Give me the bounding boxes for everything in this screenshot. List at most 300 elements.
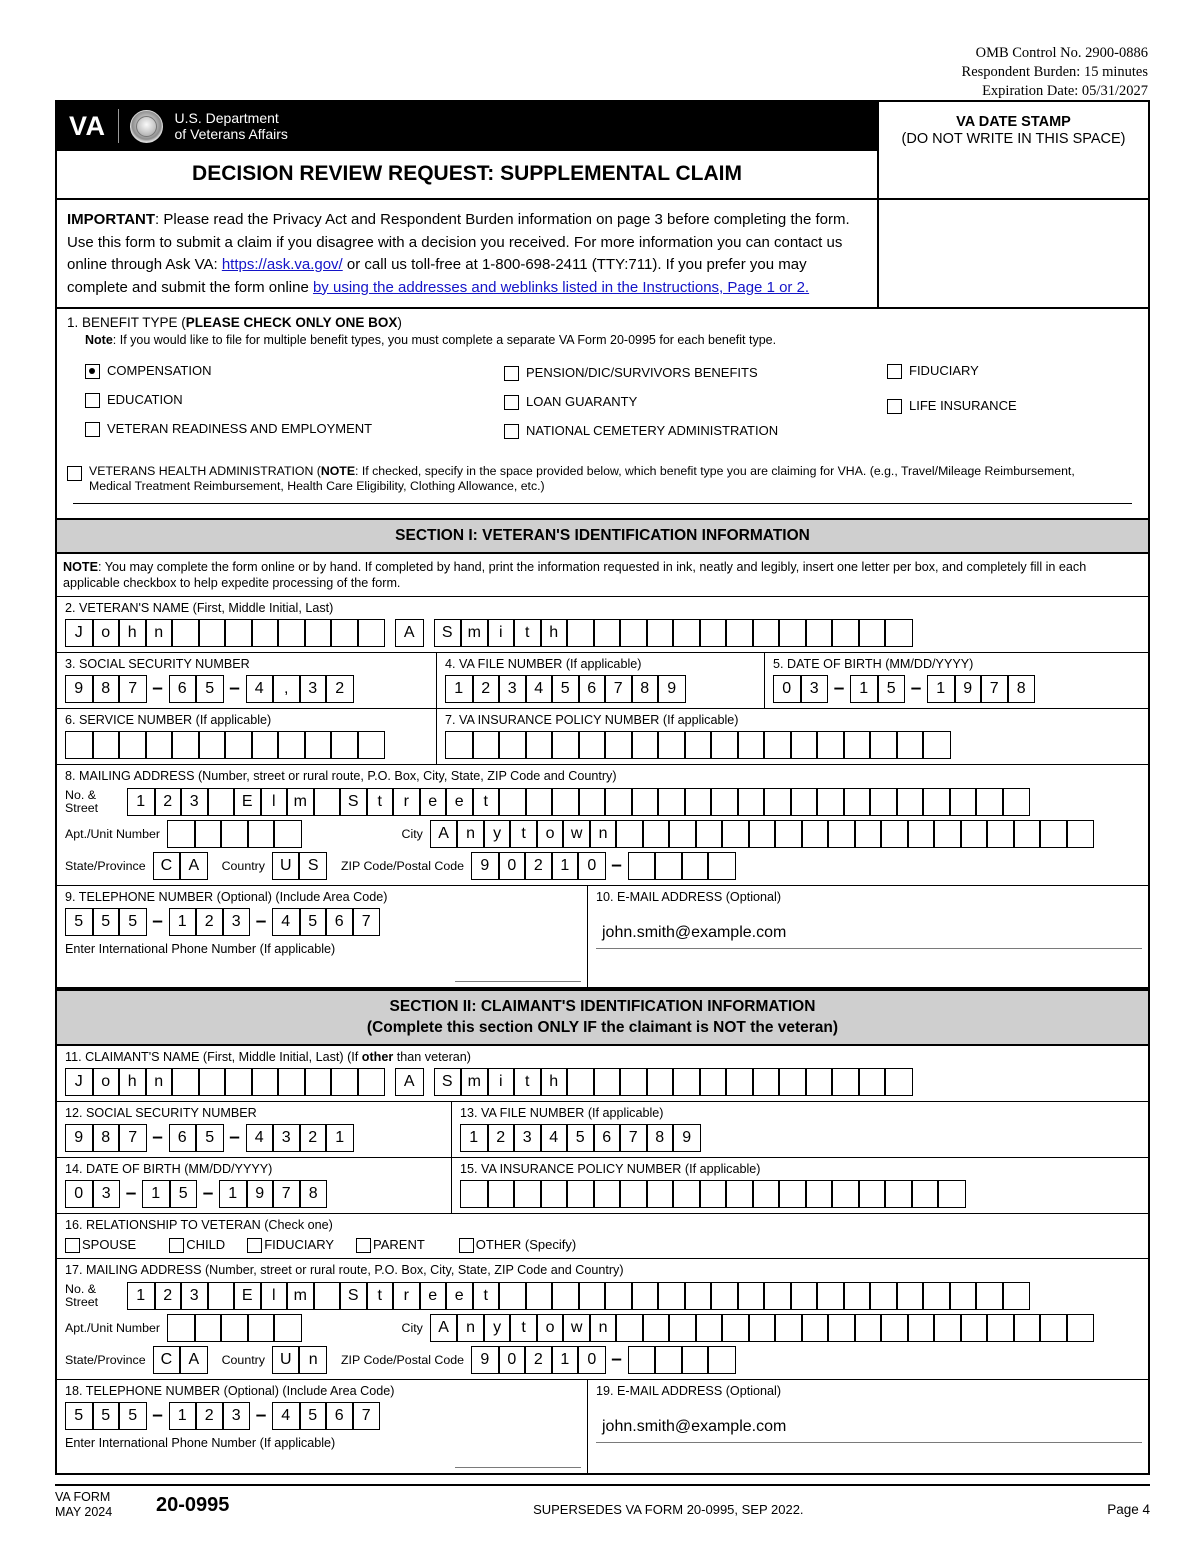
character-box[interactable]: 0 bbox=[499, 1347, 526, 1373]
claimant-ssn-group-3-input[interactable] bbox=[246, 1124, 354, 1152]
character-box[interactable] bbox=[552, 789, 579, 815]
character-box[interactable] bbox=[885, 1181, 912, 1207]
character-box[interactable]: n bbox=[146, 1069, 173, 1095]
character-box[interactable] bbox=[632, 1283, 659, 1309]
character-box[interactable] bbox=[248, 821, 275, 847]
character-box[interactable] bbox=[817, 732, 844, 758]
character-box[interactable]: l bbox=[261, 1283, 288, 1309]
character-box[interactable] bbox=[278, 620, 305, 646]
character-box[interactable]: i bbox=[488, 620, 515, 646]
character-box[interactable] bbox=[616, 821, 643, 847]
character-box[interactable] bbox=[802, 821, 829, 847]
character-box[interactable]: 8 bbox=[1008, 676, 1035, 702]
character-box[interactable]: 9 bbox=[673, 1125, 700, 1151]
character-box[interactable] bbox=[208, 789, 235, 815]
character-box[interactable] bbox=[252, 732, 279, 758]
character-box[interactable]: n bbox=[299, 1347, 326, 1373]
character-box[interactable] bbox=[722, 821, 749, 847]
character-box[interactable] bbox=[950, 1283, 977, 1309]
character-box[interactable] bbox=[870, 789, 897, 815]
character-box[interactable]: 6 bbox=[326, 909, 353, 935]
phone-area-code-input[interactable] bbox=[65, 908, 147, 936]
character-box[interactable]: h bbox=[119, 1069, 146, 1095]
character-box[interactable]: 5 bbox=[196, 676, 223, 702]
character-box[interactable]: 0 bbox=[578, 853, 605, 879]
character-box[interactable]: w bbox=[563, 821, 590, 847]
checkbox-icon[interactable] bbox=[459, 1238, 474, 1253]
veteran-first-name-input[interactable] bbox=[65, 619, 385, 647]
character-box[interactable] bbox=[806, 1181, 833, 1207]
character-box[interactable]: 8 bbox=[647, 1125, 674, 1151]
character-box[interactable] bbox=[579, 789, 606, 815]
character-box[interactable]: t bbox=[367, 1283, 394, 1309]
character-box[interactable] bbox=[696, 821, 723, 847]
character-box[interactable] bbox=[172, 620, 199, 646]
claimant-dob-day-input[interactable] bbox=[142, 1180, 197, 1208]
character-box[interactable]: 9 bbox=[955, 676, 982, 702]
ssn-group-1-input[interactable] bbox=[65, 675, 147, 703]
character-box[interactable] bbox=[685, 732, 712, 758]
phone-prefix-input[interactable] bbox=[169, 908, 251, 936]
character-box[interactable] bbox=[806, 1069, 833, 1095]
character-box[interactable]: h bbox=[541, 620, 568, 646]
city-input[interactable] bbox=[430, 820, 1095, 848]
va-file-number-input[interactable] bbox=[445, 675, 686, 703]
character-box[interactable] bbox=[791, 789, 818, 815]
character-box[interactable]: 7 bbox=[353, 909, 380, 935]
character-box[interactable]: 5 bbox=[300, 909, 327, 935]
character-box[interactable] bbox=[700, 1181, 727, 1207]
claimant-zip-plus4-input[interactable] bbox=[628, 1346, 736, 1374]
claimant-last-name-input[interactable] bbox=[434, 1068, 913, 1096]
character-box[interactable] bbox=[331, 620, 358, 646]
character-box[interactable] bbox=[779, 620, 806, 646]
character-box[interactable] bbox=[976, 789, 1003, 815]
character-box[interactable] bbox=[499, 1283, 526, 1309]
character-box[interactable]: 1 bbox=[552, 853, 579, 879]
character-box[interactable]: 2 bbox=[300, 1125, 327, 1151]
character-box[interactable] bbox=[526, 1283, 553, 1309]
character-box[interactable] bbox=[172, 732, 199, 758]
street-address-input[interactable] bbox=[127, 788, 1030, 816]
intl-phone-input[interactable] bbox=[455, 960, 581, 982]
character-box[interactable] bbox=[93, 732, 120, 758]
character-box[interactable] bbox=[708, 853, 735, 879]
character-box[interactable] bbox=[278, 1069, 305, 1095]
character-box[interactable] bbox=[749, 821, 776, 847]
character-box[interactable]: 0 bbox=[578, 1347, 605, 1373]
character-box[interactable]: 4 bbox=[273, 1403, 300, 1429]
checkbox-icon[interactable] bbox=[504, 395, 519, 410]
character-box[interactable] bbox=[594, 620, 621, 646]
relationship-option-spouse[interactable] bbox=[65, 1237, 136, 1253]
character-box[interactable] bbox=[66, 732, 93, 758]
character-box[interactable]: n bbox=[590, 821, 617, 847]
claimant-phone-area-code-input[interactable] bbox=[65, 1402, 147, 1430]
character-box[interactable]: S bbox=[299, 853, 326, 879]
character-box[interactable]: 7 bbox=[981, 676, 1008, 702]
character-box[interactable]: 0 bbox=[499, 853, 526, 879]
character-box[interactable]: 5 bbox=[119, 1403, 146, 1429]
character-box[interactable]: 9 bbox=[472, 853, 499, 879]
character-box[interactable] bbox=[700, 1069, 727, 1095]
character-box[interactable] bbox=[753, 1181, 780, 1207]
character-box[interactable] bbox=[620, 620, 647, 646]
claimant-state-province-input[interactable] bbox=[153, 1346, 208, 1374]
character-box[interactable]: r bbox=[393, 1283, 420, 1309]
character-box[interactable]: y bbox=[484, 821, 511, 847]
character-box[interactable] bbox=[685, 789, 712, 815]
character-box[interactable] bbox=[885, 1069, 912, 1095]
character-box[interactable] bbox=[620, 1069, 647, 1095]
character-box[interactable] bbox=[274, 821, 301, 847]
character-box[interactable] bbox=[605, 732, 632, 758]
character-box[interactable] bbox=[305, 732, 332, 758]
character-box[interactable]: 4 bbox=[541, 1125, 568, 1151]
character-box[interactable] bbox=[961, 1315, 988, 1341]
character-box[interactable] bbox=[526, 789, 553, 815]
benefit-option-compensation[interactable] bbox=[85, 363, 212, 379]
character-box[interactable]: C bbox=[154, 1347, 181, 1373]
character-box[interactable]: 9 bbox=[66, 676, 93, 702]
character-box[interactable] bbox=[726, 1069, 753, 1095]
veteran-middle-initial-input[interactable] bbox=[395, 619, 424, 647]
character-box[interactable] bbox=[567, 1069, 594, 1095]
character-box[interactable]: A bbox=[396, 620, 423, 646]
character-box[interactable]: , bbox=[273, 676, 300, 702]
character-box[interactable] bbox=[908, 821, 935, 847]
character-box[interactable]: 3 bbox=[300, 676, 327, 702]
character-box[interactable] bbox=[499, 789, 526, 815]
character-box[interactable] bbox=[314, 789, 341, 815]
character-box[interactable]: 3 bbox=[181, 789, 208, 815]
character-box[interactable]: A bbox=[180, 853, 207, 879]
character-box[interactable] bbox=[764, 789, 791, 815]
character-box[interactable]: n bbox=[457, 821, 484, 847]
character-box[interactable] bbox=[923, 732, 950, 758]
character-box[interactable] bbox=[658, 732, 685, 758]
character-box[interactable] bbox=[305, 620, 332, 646]
character-box[interactable] bbox=[1014, 1315, 1041, 1341]
character-box[interactable] bbox=[844, 789, 871, 815]
veteran-last-name-input[interactable] bbox=[434, 619, 913, 647]
character-box[interactable]: 7 bbox=[273, 1181, 300, 1207]
character-box[interactable] bbox=[579, 732, 606, 758]
character-box[interactable]: h bbox=[119, 620, 146, 646]
character-box[interactable]: S bbox=[435, 1069, 462, 1095]
character-box[interactable]: A bbox=[180, 1347, 207, 1373]
character-box[interactable] bbox=[195, 1315, 222, 1341]
character-box[interactable] bbox=[832, 620, 859, 646]
character-box[interactable]: 2 bbox=[196, 909, 223, 935]
relationship-option-other[interactable] bbox=[459, 1237, 576, 1253]
character-box[interactable]: e bbox=[446, 1283, 473, 1309]
character-box[interactable] bbox=[314, 1283, 341, 1309]
character-box[interactable] bbox=[897, 789, 924, 815]
character-box[interactable] bbox=[764, 1283, 791, 1309]
character-box[interactable] bbox=[897, 1283, 924, 1309]
character-box[interactable] bbox=[976, 1283, 1003, 1309]
character-box[interactable]: 1 bbox=[143, 1181, 170, 1207]
character-box[interactable]: A bbox=[431, 1315, 458, 1341]
checkbox-icon[interactable] bbox=[85, 393, 100, 408]
character-box[interactable] bbox=[629, 853, 656, 879]
character-box[interactable]: 2 bbox=[196, 1403, 223, 1429]
character-box[interactable] bbox=[961, 821, 988, 847]
state-province-input[interactable] bbox=[153, 852, 208, 880]
character-box[interactable]: t bbox=[367, 789, 394, 815]
character-box[interactable]: 1 bbox=[552, 1347, 579, 1373]
character-box[interactable]: 6 bbox=[326, 1403, 353, 1429]
character-box[interactable] bbox=[791, 732, 818, 758]
character-box[interactable] bbox=[938, 1181, 965, 1207]
character-box[interactable] bbox=[199, 732, 226, 758]
character-box[interactable] bbox=[682, 1347, 709, 1373]
character-box[interactable] bbox=[711, 789, 738, 815]
phone-line-input[interactable] bbox=[272, 908, 380, 936]
character-box[interactable] bbox=[225, 1069, 252, 1095]
character-box[interactable]: 7 bbox=[353, 1403, 380, 1429]
character-box[interactable]: 7 bbox=[119, 676, 146, 702]
character-box[interactable] bbox=[673, 1181, 700, 1207]
character-box[interactable] bbox=[594, 1181, 621, 1207]
character-box[interactable]: y bbox=[484, 1315, 511, 1341]
character-box[interactable]: m bbox=[287, 1283, 314, 1309]
character-box[interactable] bbox=[802, 1315, 829, 1341]
character-box[interactable] bbox=[605, 789, 632, 815]
character-box[interactable]: 5 bbox=[119, 909, 146, 935]
character-box[interactable]: 1 bbox=[220, 1181, 247, 1207]
character-box[interactable] bbox=[278, 732, 305, 758]
checkbox-icon[interactable] bbox=[356, 1238, 371, 1253]
character-box[interactable] bbox=[331, 732, 358, 758]
character-box[interactable]: S bbox=[435, 620, 462, 646]
claimant-phone-prefix-input[interactable] bbox=[169, 1402, 251, 1430]
character-box[interactable]: 3 bbox=[801, 676, 828, 702]
claimant-zip-code-input[interactable] bbox=[471, 1346, 606, 1374]
character-box[interactable]: 5 bbox=[93, 1403, 120, 1429]
character-box[interactable]: E bbox=[234, 789, 261, 815]
apt-unit-input[interactable] bbox=[167, 820, 302, 848]
character-box[interactable]: m bbox=[461, 1069, 488, 1095]
zip-code-input[interactable] bbox=[471, 852, 606, 880]
benefit-option-vre[interactable] bbox=[85, 421, 372, 437]
claimant-email-input[interactable]: john.smith@example.com bbox=[596, 1402, 1142, 1443]
character-box[interactable]: 5 bbox=[170, 1181, 197, 1207]
character-box[interactable]: A bbox=[431, 821, 458, 847]
character-box[interactable]: 3 bbox=[514, 1125, 541, 1151]
character-box[interactable] bbox=[912, 1181, 939, 1207]
claimant-ssn-group-2-input[interactable] bbox=[169, 1124, 224, 1152]
character-box[interactable] bbox=[711, 732, 738, 758]
character-box[interactable] bbox=[655, 853, 682, 879]
character-box[interactable] bbox=[832, 1181, 859, 1207]
character-box[interactable] bbox=[594, 1069, 621, 1095]
character-box[interactable]: 1 bbox=[128, 1283, 155, 1309]
character-box[interactable]: n bbox=[457, 1315, 484, 1341]
character-box[interactable] bbox=[629, 1347, 656, 1373]
character-box[interactable] bbox=[567, 620, 594, 646]
character-box[interactable]: t bbox=[510, 821, 537, 847]
character-box[interactable] bbox=[331, 1069, 358, 1095]
relationship-option-fiduciary[interactable] bbox=[247, 1237, 334, 1253]
character-box[interactable] bbox=[844, 1283, 871, 1309]
relationship-option-parent[interactable] bbox=[356, 1237, 425, 1253]
character-box[interactable] bbox=[1014, 821, 1041, 847]
character-box[interactable] bbox=[673, 620, 700, 646]
character-box[interactable]: 3 bbox=[223, 909, 250, 935]
character-box[interactable] bbox=[195, 821, 222, 847]
character-box[interactable]: 5 bbox=[878, 676, 905, 702]
character-box[interactable]: 1 bbox=[128, 789, 155, 815]
character-box[interactable] bbox=[696, 1315, 723, 1341]
character-box[interactable]: S bbox=[340, 1283, 367, 1309]
character-box[interactable] bbox=[738, 732, 765, 758]
character-box[interactable] bbox=[859, 1181, 886, 1207]
claimant-middle-initial-input[interactable] bbox=[395, 1068, 424, 1096]
character-box[interactable]: J bbox=[66, 620, 93, 646]
character-box[interactable]: 5 bbox=[300, 1403, 327, 1429]
character-box[interactable] bbox=[552, 1283, 579, 1309]
service-number-input[interactable] bbox=[65, 731, 385, 759]
character-box[interactable] bbox=[682, 853, 709, 879]
character-box[interactable]: 7 bbox=[620, 1125, 647, 1151]
character-box[interactable]: 5 bbox=[66, 909, 93, 935]
character-box[interactable]: 4 bbox=[247, 1125, 274, 1151]
instructions-link[interactable]: by using the addresses and weblinks listed in the Instructions, Page 1 or 2. bbox=[312, 278, 810, 296]
character-box[interactable]: 4 bbox=[247, 676, 274, 702]
character-box[interactable]: 6 bbox=[579, 676, 606, 702]
character-box[interactable]: 3 bbox=[181, 1283, 208, 1309]
character-box[interactable] bbox=[881, 821, 908, 847]
character-box[interactable]: 9 bbox=[658, 676, 685, 702]
character-box[interactable]: 5 bbox=[552, 676, 579, 702]
character-box[interactable] bbox=[817, 1283, 844, 1309]
character-box[interactable]: 2 bbox=[488, 1125, 515, 1151]
character-box[interactable] bbox=[221, 821, 248, 847]
benefit-option-vha[interactable] bbox=[67, 464, 1138, 493]
character-box[interactable] bbox=[1067, 1315, 1094, 1341]
claimant-va-insurance-policy-input[interactable] bbox=[460, 1180, 966, 1208]
character-box[interactable]: 5 bbox=[196, 1125, 223, 1151]
character-box[interactable] bbox=[855, 821, 882, 847]
relationship-option-child[interactable] bbox=[169, 1237, 225, 1253]
character-box[interactable] bbox=[446, 732, 473, 758]
character-box[interactable]: 9 bbox=[247, 1181, 274, 1207]
ssn-group-2-input[interactable] bbox=[169, 675, 224, 703]
character-box[interactable]: 8 bbox=[300, 1181, 327, 1207]
character-box[interactable] bbox=[616, 1315, 643, 1341]
checkbox-icon[interactable] bbox=[504, 366, 519, 381]
character-box[interactable] bbox=[885, 620, 912, 646]
checkbox-icon[interactable] bbox=[65, 1238, 80, 1253]
character-box[interactable] bbox=[722, 1315, 749, 1341]
character-box[interactable]: 2 bbox=[525, 853, 552, 879]
benefit-option-pension-dic[interactable] bbox=[504, 365, 758, 381]
character-box[interactable] bbox=[274, 1315, 301, 1341]
character-box[interactable] bbox=[685, 1283, 712, 1309]
character-box[interactable]: t bbox=[514, 620, 541, 646]
checkbox-icon[interactable] bbox=[887, 399, 902, 414]
character-box[interactable]: 1 bbox=[461, 1125, 488, 1151]
checkbox-icon[interactable] bbox=[169, 1238, 184, 1253]
character-box[interactable]: e bbox=[446, 789, 473, 815]
character-box[interactable] bbox=[526, 732, 553, 758]
character-box[interactable]: 2 bbox=[473, 676, 500, 702]
character-box[interactable] bbox=[859, 1069, 886, 1095]
character-box[interactable] bbox=[305, 1069, 332, 1095]
character-box[interactable]: 7 bbox=[119, 1125, 146, 1151]
character-box[interactable] bbox=[208, 1283, 235, 1309]
claimant-dob-month-input[interactable] bbox=[65, 1180, 120, 1208]
character-box[interactable] bbox=[461, 1181, 488, 1207]
claimant-street-address-input[interactable] bbox=[127, 1282, 1030, 1310]
character-box[interactable]: 1 bbox=[928, 676, 955, 702]
character-box[interactable] bbox=[844, 732, 871, 758]
character-box[interactable]: 8 bbox=[632, 676, 659, 702]
va-insurance-policy-input[interactable] bbox=[445, 731, 951, 759]
character-box[interactable] bbox=[358, 620, 385, 646]
character-box[interactable]: 2 bbox=[525, 1347, 552, 1373]
character-box[interactable] bbox=[632, 789, 659, 815]
character-box[interactable]: 3 bbox=[93, 1181, 120, 1207]
character-box[interactable]: 9 bbox=[472, 1347, 499, 1373]
claimant-intl-phone-input[interactable] bbox=[455, 1454, 581, 1468]
character-box[interactable] bbox=[620, 1181, 647, 1207]
character-box[interactable]: S bbox=[340, 789, 367, 815]
character-box[interactable] bbox=[1040, 821, 1067, 847]
character-box[interactable] bbox=[225, 620, 252, 646]
character-box[interactable] bbox=[779, 1181, 806, 1207]
dob-month-input[interactable] bbox=[773, 675, 828, 703]
character-box[interactable] bbox=[881, 1315, 908, 1341]
benefit-option-life-insurance[interactable] bbox=[887, 398, 1017, 414]
character-box[interactable] bbox=[749, 1315, 776, 1341]
character-box[interactable]: e bbox=[420, 1283, 447, 1309]
character-box[interactable] bbox=[753, 1069, 780, 1095]
character-box[interactable] bbox=[806, 620, 833, 646]
character-box[interactable] bbox=[252, 1069, 279, 1095]
character-box[interactable]: 1 bbox=[326, 1125, 353, 1151]
character-box[interactable] bbox=[700, 620, 727, 646]
character-box[interactable]: 8 bbox=[93, 1125, 120, 1151]
character-box[interactable]: 1 bbox=[446, 676, 473, 702]
character-box[interactable] bbox=[669, 1315, 696, 1341]
character-box[interactable] bbox=[541, 1181, 568, 1207]
character-box[interactable]: w bbox=[563, 1315, 590, 1341]
character-box[interactable] bbox=[632, 732, 659, 758]
dob-year-input[interactable] bbox=[927, 675, 1035, 703]
checkbox-icon[interactable] bbox=[887, 364, 902, 379]
character-box[interactable]: 1 bbox=[170, 1403, 197, 1429]
character-box[interactable] bbox=[119, 732, 146, 758]
character-box[interactable]: 5 bbox=[567, 1125, 594, 1151]
character-box[interactable] bbox=[738, 1283, 765, 1309]
character-box[interactable] bbox=[950, 789, 977, 815]
character-box[interactable] bbox=[1067, 821, 1094, 847]
character-box[interactable]: 2 bbox=[155, 789, 182, 815]
claimant-first-name-input[interactable] bbox=[65, 1068, 385, 1096]
character-box[interactable] bbox=[358, 1069, 385, 1095]
character-box[interactable] bbox=[1003, 789, 1030, 815]
benefit-option-fiduciary[interactable] bbox=[887, 363, 979, 379]
benefit-option-nca[interactable] bbox=[504, 423, 778, 439]
character-box[interactable] bbox=[908, 1315, 935, 1341]
character-box[interactable]: 9 bbox=[66, 1125, 93, 1151]
character-box[interactable]: n bbox=[146, 620, 173, 646]
character-box[interactable] bbox=[934, 821, 961, 847]
character-box[interactable]: 6 bbox=[594, 1125, 621, 1151]
